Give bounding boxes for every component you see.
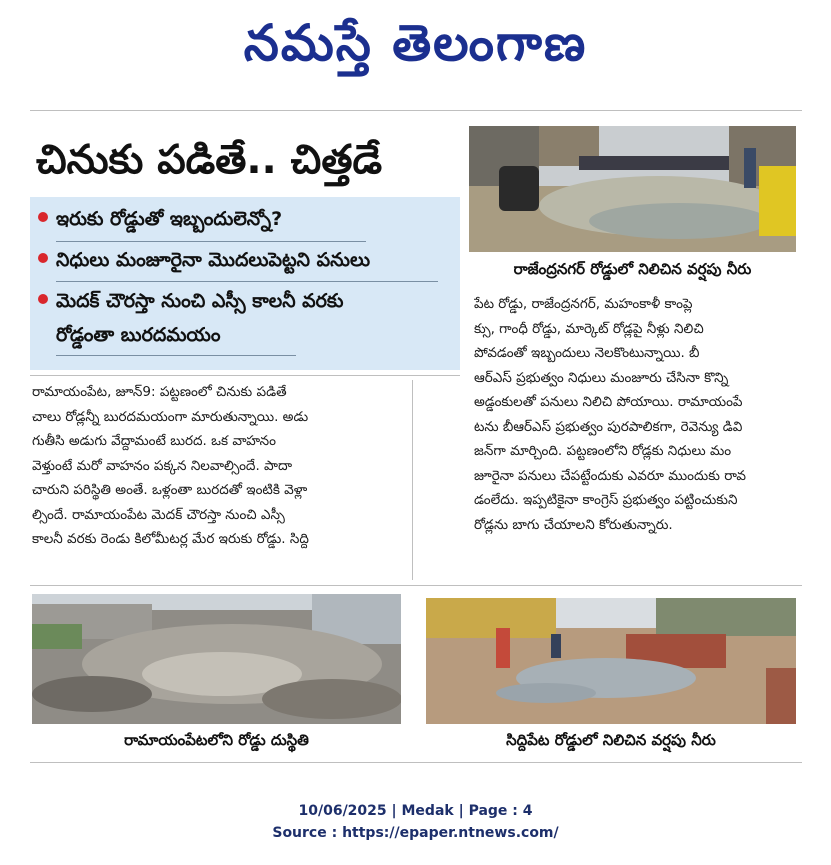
photo-illustration bbox=[32, 594, 401, 724]
body-line: వెళ్తుంటే మరో వాహనం పక్కన నిలవాల్సిందే. పాదా bbox=[32, 457, 292, 474]
body-line: టను బీఆర్ఎస్ ప్రభుత్వం పురపాలికగా, రెవెన్యు డివి bbox=[474, 418, 743, 435]
body-line: జన్‌గా మార్చింది. పట్టణంలోని రోడ్లకు నిధులు మం bbox=[474, 443, 732, 459]
bullet-dot-icon bbox=[38, 294, 48, 304]
left-body-column bbox=[32, 380, 407, 552]
siddipet-road-photo bbox=[426, 598, 796, 724]
bullet-dot-icon bbox=[38, 212, 48, 222]
body-line: చాలు రోడ్లన్నీ బురదమయంగా మారుతున్నాయి. అడు bbox=[32, 408, 309, 425]
rajendranagar-road-photo bbox=[469, 126, 796, 252]
body-line: రోడ్లను బాగు చేయాలని కోరుతున్నారు. bbox=[474, 516, 673, 533]
top-photo-caption: రాజేంద్రనగర్ రోడ్డులో నిలిచిన వర్షపు నీరు bbox=[513, 260, 752, 278]
column-divider bbox=[412, 380, 413, 580]
body-line: పేట రోడ్డు, రాజేంద్రనగర్, మహంకాళీ కాంప్లె bbox=[474, 296, 693, 312]
highlight-item bbox=[38, 321, 221, 349]
masthead-divider bbox=[30, 110, 802, 111]
bullet-dot-icon bbox=[38, 253, 48, 263]
highlight-item bbox=[38, 205, 282, 233]
highlight-text: మెదక్ చౌరస్తా నుంచి ఎస్సీ కాలనీ వరకు bbox=[56, 290, 344, 312]
right-body-column bbox=[474, 292, 798, 537]
body-line: గుతీసి అడుగు వేద్దామంటే బురద. ఒక వాహనం bbox=[32, 433, 276, 449]
highlight-text: నిధులు మంజూరైనా మొదలుపెట్టని పనులు bbox=[56, 249, 371, 271]
body-line: ఆర్ఎస్ ప్రభుత్వం నిధులు మంజూరు చేసినా కొన్ని bbox=[474, 369, 729, 386]
photos-divider bbox=[30, 585, 802, 586]
body-line: జూరైనా పనులు చేపట్టేందుకు ఎవరూ ముందుకు రావ bbox=[474, 467, 747, 484]
body-line: డంలేదు. ఇప్పటికైనా కాంగ్రెస్ ప్రభుత్వం పట్టించుకుని bbox=[474, 492, 738, 508]
masthead-title: నమస్తే తెలంగాణ bbox=[243, 14, 588, 72]
body-line: పోవడంతో ఇబ్బందులు నెలకొంటున్నాయి. బీ bbox=[474, 345, 700, 361]
article-headline: చినుకు పడితే.. చిత్తడే bbox=[36, 137, 383, 183]
highlight-divider bbox=[56, 281, 438, 282]
body-line: కాలనీ వరకు రెండు కిలోమీటర్ల మేర ఇరుకు రోడ్డు. సిద్ది bbox=[32, 531, 309, 547]
ramayampet-road-photo bbox=[32, 594, 401, 724]
body-line: చారుని పరిస్థితి అంతే. ఒళ్లంతా బురదతో ఇంటికి వెళ్లా bbox=[32, 482, 308, 498]
section-divider bbox=[30, 375, 460, 376]
body-line: క్సు, గాంధీ రోడ్డు, మార్కెట్ రోడ్లపై నీళ్లు నిలిచి bbox=[474, 320, 704, 337]
highlight-item bbox=[38, 287, 343, 315]
highlight-text: ఇరుకు రోడ్డుతో ఇబ్బందులెన్నో? bbox=[56, 208, 283, 230]
footer-source-line: Source : https://epaper.ntnews.com/ bbox=[272, 825, 559, 841]
highlight-divider bbox=[56, 241, 366, 242]
highlight-item bbox=[38, 246, 370, 274]
article-bottom-divider bbox=[30, 762, 802, 763]
highlights-box bbox=[30, 197, 460, 370]
body-line: ల్సిందే. రామాయంపేట మెదక్ చౌరస్తా నుంచి ఎస్సీ bbox=[32, 506, 285, 523]
footer-date-line: 10/06/2025 | Medak | Page : 4 bbox=[298, 803, 533, 819]
highlight-text: రోడ్డంతా బురదమయం bbox=[56, 324, 221, 346]
photo-illustration bbox=[426, 598, 796, 724]
bottom-right-photo-caption: సిద్దిపేట రోడ్డులో నిలిచిన వర్షపు నీరు bbox=[506, 731, 716, 749]
body-line: రామాయంపేట, జూన్9: పట్టణంలో చినుకు పడితే bbox=[32, 384, 287, 400]
body-line: అడ్డంకులతో పనులు నిలిచి పోయాయి. రామాయంపే bbox=[474, 394, 743, 410]
bottom-left-photo-caption: రామాయంపేటలోని రోడ్డు దుస్థితి bbox=[124, 731, 309, 749]
highlight-divider bbox=[56, 355, 296, 356]
photo-illustration bbox=[469, 126, 796, 252]
masthead bbox=[0, 4, 831, 82]
